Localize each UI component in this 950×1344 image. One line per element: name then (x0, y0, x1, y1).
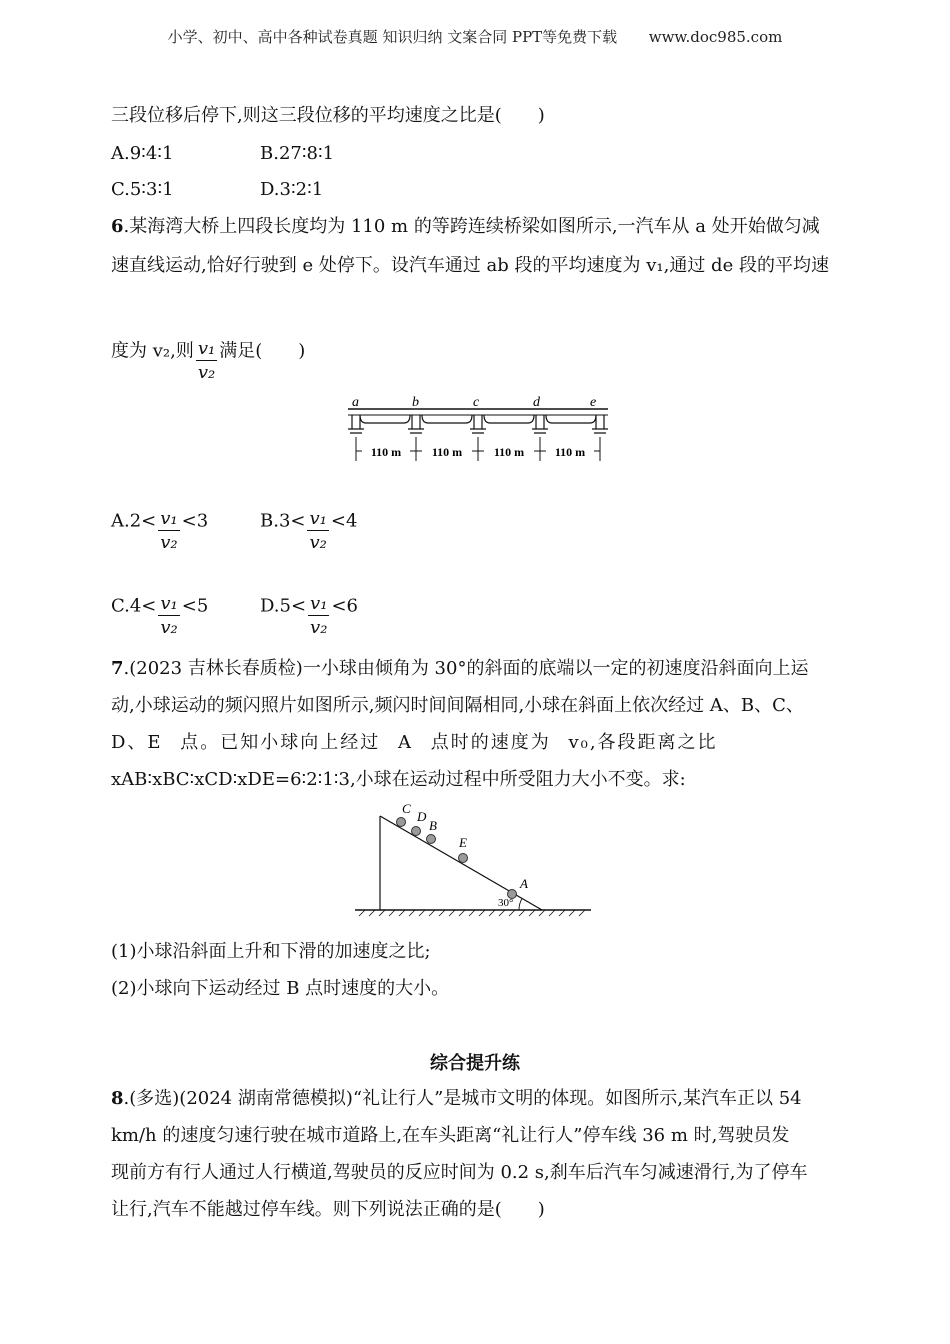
header-text: 小学、初中、高中各种试卷真题 知识归纳 文案合同 PPT等免费下载 (167, 28, 618, 46)
span-label-cd: 110 m (493, 445, 525, 459)
ball-label-a: A (520, 876, 528, 891)
section-title: 综合提升练 (430, 1053, 520, 1074)
q7-part-2: (2)小球向下运动经过 B 点时速度的大小。 (111, 978, 450, 999)
incline-figure (355, 800, 595, 918)
q6-number: 6 (111, 216, 124, 237)
ball-label-e: E (459, 835, 467, 850)
q6-fraction (196, 338, 217, 385)
q8-line-1-text: .(多选)(2024 湖南常德模拟)“礼让行人”是城市文明的体现。如图所示,某汽车正以 54 (123, 1088, 802, 1109)
page-header (0, 26, 950, 47)
frac-numerator: v₁ (197, 338, 216, 359)
ball-label-b: B (429, 818, 437, 833)
ball-label-c: C (402, 801, 411, 816)
point-label-c: c (473, 395, 480, 410)
frac-denominator: v₂ (197, 362, 216, 383)
q6-option-b (260, 498, 358, 553)
q5-option-d: D.3∶2∶1 (260, 179, 324, 200)
q7-line-4: xAB∶xBC∶xCD∶xDE=6∶2∶1∶3,小球在运动过程中所受阻力大小不变。求: (111, 769, 686, 790)
span-label-ab: 110 m (370, 445, 402, 459)
point-label-e: e (590, 395, 597, 410)
q6-line-3-prefix: 度为 v₂,则 (111, 340, 194, 362)
frac-denominator: v₂ (309, 532, 327, 553)
ball-b (427, 835, 436, 844)
q8-line-3: 现前方有行人通过人行横道,驾驶员的反应时间为 0.2 s,刹车后汽车匀减速滑行,为了停车 (111, 1162, 808, 1183)
ball-e (459, 854, 468, 863)
frac-numerator: v₁ (309, 508, 327, 529)
q8-line-1 (111, 1087, 802, 1111)
header-url[interactable]: www.doc985.com (648, 28, 783, 46)
q7-part-1: (1)小球沿斜面上升和下滑的加速度之比; (111, 941, 431, 962)
q6-option-b-fraction (307, 508, 328, 555)
q6-line-2: 速直线运动,恰好行驶到 e 处停下。设汽车通过 ab 段的平均速度为 v₁,通过 de 段的平均速 (111, 255, 829, 276)
span-label-bc: 110 m (431, 445, 463, 459)
point-label-d: d (533, 395, 540, 410)
point-label-a: a (352, 395, 359, 410)
ball-d (412, 827, 421, 836)
span-label-de: 110 m (554, 445, 586, 459)
q5-option-b: B.27∶8∶1 (260, 143, 335, 164)
q6-option-a-fraction (158, 508, 179, 555)
q6-option-b-right: <4 (330, 510, 358, 532)
q6-option-c-left: C.4< (111, 595, 157, 617)
frac-numerator: v₁ (160, 593, 178, 614)
q7-line-1 (111, 657, 808, 681)
q6-option-a-right: <3 (181, 510, 209, 532)
q6-option-d-right: <6 (331, 595, 358, 617)
q8-line-2: km/h 的速度匀速行驶在城市道路上,在车头距离“礼让行人”停车线 36 m 时,驾驶员发 (111, 1125, 790, 1146)
bridge-figure (340, 395, 615, 465)
ball-label-d: D (417, 809, 427, 824)
q5-stem-tail: 三段位移后停下,则这三段位移的平均速度之比是( ) (111, 105, 545, 126)
q7-line-2: 动,小球运动的频闪照片如图所示,频闪时间间隔相同,小球在斜面上依次经过 A、B、C、 (111, 695, 804, 716)
frac-denominator: v₂ (160, 617, 178, 638)
q6-option-c-right: <5 (181, 595, 209, 617)
q5-option-a: A.9∶4∶1 (111, 143, 174, 164)
q6-line-3-suffix: 满足( ) (219, 340, 306, 362)
point-label-b: b (412, 395, 419, 410)
q5-option-c: C.5∶3∶1 (111, 179, 174, 200)
q6-option-d-left: D.5< (260, 595, 307, 617)
q7-line-1-text: .(2023 吉林长春质检)一小球由倾角为 30°的斜面的底端以一定的初速度沿斜面向上运 (123, 658, 809, 679)
q8-line-4: 让行,汽车不能越过停车线。则下列说法正确的是( ) (111, 1199, 545, 1220)
q6-line-1-text: .某海湾大桥上四段长度均为 110 m 的等跨连续桥梁如图所示,一汽车从 a 处开始做匀减 (123, 216, 820, 237)
ball-c (397, 818, 406, 827)
q6-option-d (260, 583, 358, 638)
q6-line-3 (111, 328, 306, 383)
q7-line-3: D、E 点。已知小球向上经过 A 点时的速度为 v₀,各段距离之比 (111, 732, 718, 753)
q6-option-d-fraction (308, 593, 329, 640)
q6-option-a-left: A.2< (111, 510, 157, 532)
frac-denominator: v₂ (310, 617, 328, 638)
q6-option-a (111, 498, 209, 553)
q8-number: 8 (111, 1088, 124, 1109)
q6-option-c-fraction (158, 593, 179, 640)
angle-label: 30° (498, 897, 514, 909)
frac-numerator: v₁ (160, 508, 178, 529)
frac-denominator: v₂ (160, 532, 178, 553)
frac-numerator: v₁ (310, 593, 328, 614)
q6-line-1 (111, 215, 820, 239)
q7-number: 7 (111, 658, 124, 679)
q6-option-b-left: B.3< (260, 510, 306, 532)
q6-option-c (111, 583, 209, 638)
